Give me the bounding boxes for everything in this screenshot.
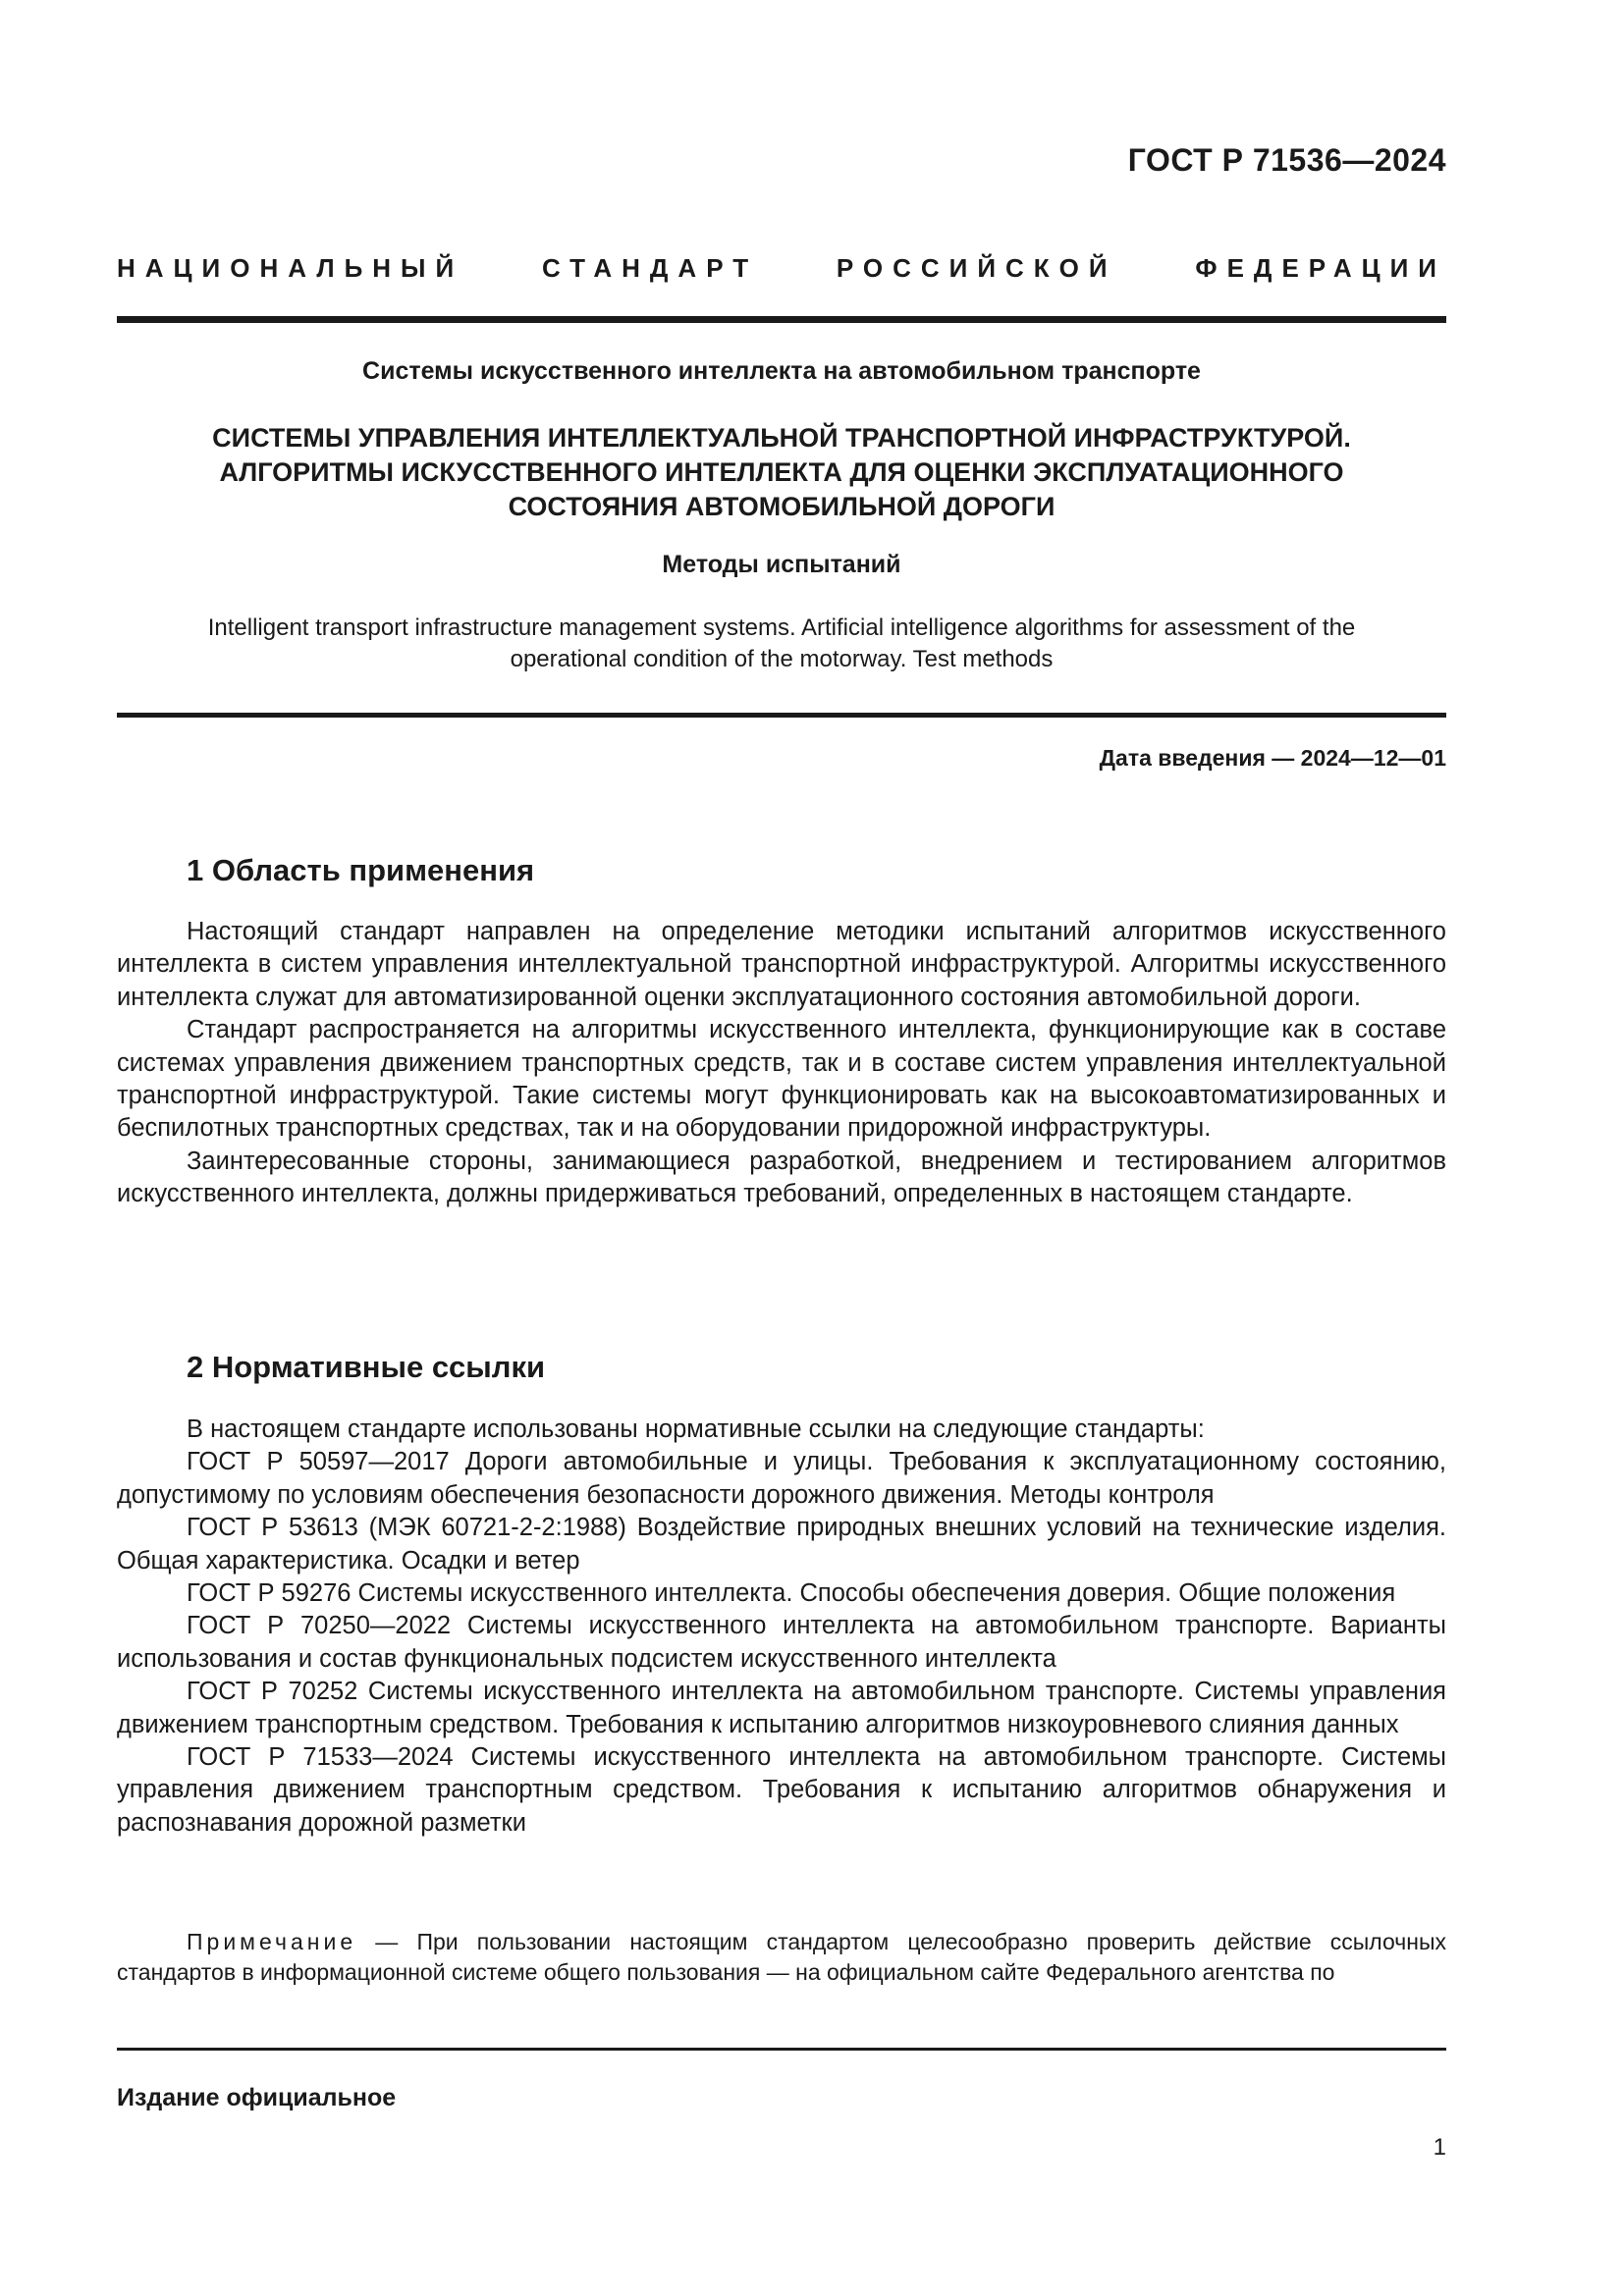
title-line-1: СИСТЕМЫ УПРАВЛЕНИЯ ИНТЕЛЛЕКТУАЛЬНОЙ ТРАНСПОРТНОЙ ИНФРАСТРУКТУРОЙ.: [212, 423, 1351, 453]
title-divider: [117, 713, 1446, 718]
section-2-body: [117, 1414, 1446, 1840]
header-divider: [117, 316, 1446, 323]
english-title-line-2: operational condition of the motorway. Test methods: [510, 646, 1054, 672]
title-line-3: СОСТОЯНИЯ АВТОМОБИЛЬНОЙ ДОРОГИ: [508, 492, 1056, 521]
english-title: [117, 613, 1446, 675]
standard-series: Системы искусственного интеллекта на автомобильном транспорте: [362, 357, 1201, 385]
section-1-paragraph: Заинтересованные стороны, занимающиеся разработкой, внедрением и тестированием алгоритмов искусственного интеллекта, должны придерживаться требований, определенных в настоящем стандарте.: [117, 1147, 1446, 1208]
section-1-paragraph: Стандарт распространяется на алгоритмы искусственного интеллекта, функционирующие как в составе системах управления движением транспортных средств, так и в составе систем управления интеллектуальной транспортной инфраструктурой. Такие системы могут функционировать как на высокоавтоматизированных и беспилотных транспортных средствах, так и на оборудовании придорожной инфраструктуры.: [117, 1016, 1446, 1143]
title-line-2: АЛГОРИТМЫ ИСКУССТВЕННОГО ИНТЕЛЛЕКТА ДЛЯ ОЦЕНКИ ЭКСПЛУАТАЦИОННОГО: [219, 457, 1344, 487]
national-standard-heading: НАЦИОНАЛЬНЫЙ СТАНДАРТ РОССИЙСКОЙ ФЕДЕРАЦИИ: [117, 253, 1446, 283]
page-number: 1: [1433, 2134, 1446, 2161]
normative-reference: ГОСТ Р 70252 Системы искусственного интеллекта на автомобильном транспорте. Системы управления движением транспортным средством. Требования к испытанию алгоритмов низкоуровневого слияния данных: [117, 1678, 1446, 1738]
note-label: Примечание: [187, 1929, 357, 1954]
normative-reference: ГОСТ Р 50597—2017 Дороги автомобильные и улицы. Требования к эксплуатационному состоянию, допустимому по условиям обеспечения безопасности дорожного движения. Методы контроля: [117, 1448, 1446, 1509]
normative-reference: ГОСТ Р 70250—2022 Системы искусственного интеллекта на автомобильном транспорте. Варианты использования и состав функциональных подсистем искусственного интеллекта: [117, 1612, 1446, 1673]
section-2-note: [117, 1927, 1446, 1988]
footer-divider: [117, 2048, 1446, 2051]
normative-intro: В настоящем стандарте использованы нормативные ссылки на следующие стандарты:: [187, 1415, 1205, 1443]
section-2-heading: 2 Нормативные ссылки: [187, 1350, 546, 1384]
normative-reference: ГОСТ Р 59276 Системы искусственного интеллекта. Способы обеспечения доверия. Общие положения: [187, 1579, 1396, 1608]
section-1-body: [117, 916, 1446, 1211]
introduction-date: Дата введения — 2024—12—01: [1099, 745, 1446, 771]
section-1-paragraph: Настоящий стандарт направлен на определение методики испытаний алгоритмов искусственного интеллекта в систем управления интеллектуальной транспортной инфраструктурой. Алгоритмы искусственного интеллекта служат для автоматизированной оценки эксплуатационного состояния автомобильной дороги.: [117, 918, 1446, 1011]
section-1-heading: 1 Область применения: [187, 853, 535, 887]
official-edition-label: Издание официальное: [117, 2084, 397, 2111]
normative-reference: ГОСТ Р 53613 (МЭК 60721-2-2:1988) Воздействие природных внешних условий на технические изделия. Общая характеристика. Осадки и ветер: [117, 1514, 1446, 1575]
document-subtitle: Методы испытаний: [662, 551, 901, 578]
english-title-line-1: Intelligent transport infrastructure management systems. Artificial intelligence algorithms for assessment of the: [207, 614, 1356, 641]
document-title: [117, 421, 1446, 524]
note-text: — При пользовании настоящим стандартом целесообразно проверить действие ссылочных стандартов в информационной системе общего пользования — на официальном сайте Федерального агентства по: [117, 1929, 1446, 1985]
normative-reference: ГОСТ Р 71533—2024 Системы искусственного интеллекта на автомобильном транспорте. Системы управления движением транспортным средством. Требования к испытанию алгоритмов обнаружения и распознавания дорожной разметки: [117, 1743, 1446, 1837]
document-code: ГОСТ Р 71536—2024: [1127, 142, 1446, 178]
